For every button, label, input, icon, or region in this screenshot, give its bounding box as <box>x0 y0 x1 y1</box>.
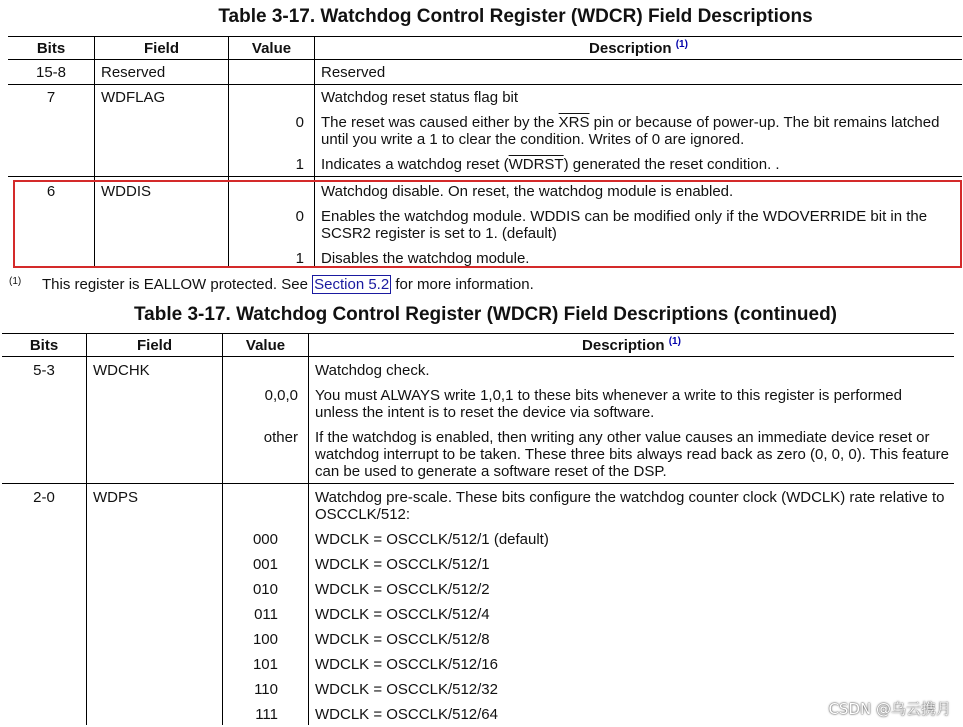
value-100: 100 <box>252 631 278 648</box>
desc-text: The reset was caused either by the <box>321 114 559 131</box>
value-0: 0 <box>295 114 304 131</box>
row-bits: 5-3 <box>33 362 55 379</box>
header-description-label: Description <box>582 336 665 354</box>
value-1: 1 <box>295 250 304 267</box>
header-description <box>308 334 954 356</box>
desc-line: If the watchdog is enabled, then writing any other value causes an immediate device reset or watchdog interrupt to be taken. These three bits always read back as zero (0, 0, 0). This feature can be used to generate a software reset of the DSP. <box>315 429 949 480</box>
desc-line: WDCLK = OSCCLK/512/4 <box>315 606 490 623</box>
header-bits: Bits <box>36 39 66 57</box>
row-values <box>228 85 314 176</box>
table2-header <box>2 333 954 357</box>
header-field: Field <box>86 334 222 356</box>
row-descriptions <box>314 177 962 268</box>
row-description: Reserved <box>314 60 962 84</box>
footnote-text-pre: This register is EALLOW protected. See <box>42 276 313 293</box>
value-001: 001 <box>252 556 278 573</box>
desc-text: ) generated the reset condition. . <box>563 156 780 173</box>
value-111: 111 <box>255 706 278 723</box>
row-field: WDDIS <box>94 177 228 268</box>
desc-line: Watchdog pre-scale. These bits configure the watchdog counter clock (WDCLK) rate relative to OSCCLK/512: <box>315 489 945 523</box>
row-value <box>228 60 314 84</box>
desc-line: Watchdog reset status flag bit <box>321 89 519 106</box>
table-row <box>2 357 954 484</box>
header-description-footnote: (1) <box>668 335 681 347</box>
desc-line <box>321 114 957 148</box>
section-link[interactable]: Section 5.2 <box>314 276 390 293</box>
row-bits: 7 <box>46 89 56 106</box>
table1-header <box>8 36 962 60</box>
signal-xrs: $\overline{XRS}$ <box>558 114 590 131</box>
desc-line: WDCLK = OSCCLK/512/64 <box>315 706 498 723</box>
desc-line: WDCLK = OSCCLK/512/1 <box>315 556 490 573</box>
row-field: Reserved <box>94 60 228 84</box>
desc-line: WDCLK = OSCCLK/512/8 <box>315 631 490 648</box>
desc-text: Indicates a watchdog reset ( <box>321 156 509 173</box>
footnote-text <box>42 276 534 293</box>
desc-line: WDCLK = OSCCLK/512/16 <box>315 656 498 673</box>
row-values <box>222 357 308 483</box>
row-bits: 2-0 <box>33 489 55 506</box>
row-descriptions <box>308 357 954 483</box>
row-bits: 6 <box>46 183 56 200</box>
header-description <box>314 37 962 59</box>
desc-text: pin or because of power-up. The bit remains latched until you write a 1 to clear the condition. Writes of 0 are ignored. <box>321 114 940 148</box>
desc-line <box>321 156 957 173</box>
table2-title: Table 3-17. Watchdog Control Register (WDCR) Field Descriptions (continued) <box>133 304 838 325</box>
footnote-mark: (1) <box>9 276 22 287</box>
value-010: 010 <box>252 581 278 598</box>
row-descriptions <box>314 85 962 176</box>
desc-line: Enables the watchdog module. WDDIS can be modified only if the WDOVERRIDE bit in the SCSR2 register is set to 1. (default) <box>321 208 928 242</box>
row-bits: 15-8 <box>35 64 67 81</box>
watermark: CSDN @乌云携月 <box>828 700 951 718</box>
value-110: 110 <box>254 681 278 698</box>
signal-wdrst: WDRST <box>508 156 564 173</box>
row-field: WDCHK <box>86 357 222 483</box>
value-0: 0 <box>295 208 304 225</box>
desc-line: Watchdog check. <box>315 362 430 379</box>
value-101: 101 <box>252 656 278 673</box>
row-values <box>228 177 314 268</box>
value-1: 1 <box>295 156 304 173</box>
header-field: Field <box>94 37 228 59</box>
value-000: 000 <box>252 531 278 548</box>
row-values <box>222 484 308 725</box>
header-bits: Bits <box>29 336 59 354</box>
row-field: WDPS <box>86 484 222 725</box>
header-description-label: Description <box>589 39 672 57</box>
desc-line: You must ALWAYS write 1,0,1 to these bits whenever a write to this register is performed unless the intent is to reset the device via software. <box>315 387 902 421</box>
value-011: 011 <box>254 606 278 623</box>
header-value: Value <box>222 334 308 356</box>
row-field: WDFLAG <box>94 85 228 176</box>
header-value: Value <box>228 37 314 59</box>
table1 <box>8 36 962 268</box>
desc-line: WDCLK = OSCCLK/512/1 (default) <box>315 531 549 548</box>
desc-line: Disables the watchdog module. <box>321 250 530 267</box>
desc-line: WDCLK = OSCCLK/512/32 <box>315 681 498 698</box>
table2 <box>2 333 954 725</box>
value-other: other <box>263 429 298 446</box>
table-row <box>8 60 962 85</box>
table-row <box>2 484 954 725</box>
desc-line: Watchdog disable. On reset, the watchdog module is enabled. <box>321 183 734 200</box>
table-row <box>8 177 962 268</box>
table-row <box>8 85 962 177</box>
desc-line: WDCLK = OSCCLK/512/2 <box>315 581 490 598</box>
value-000: 0,0,0 <box>264 387 298 404</box>
table1-title: Table 3-17. Watchdog Control Register (WDCR) Field Descriptions <box>218 6 813 27</box>
footnote <box>9 276 534 295</box>
header-description-footnote: (1) <box>675 38 688 50</box>
row-descriptions <box>308 484 954 725</box>
footnote-text-post: for more information. <box>391 276 534 293</box>
